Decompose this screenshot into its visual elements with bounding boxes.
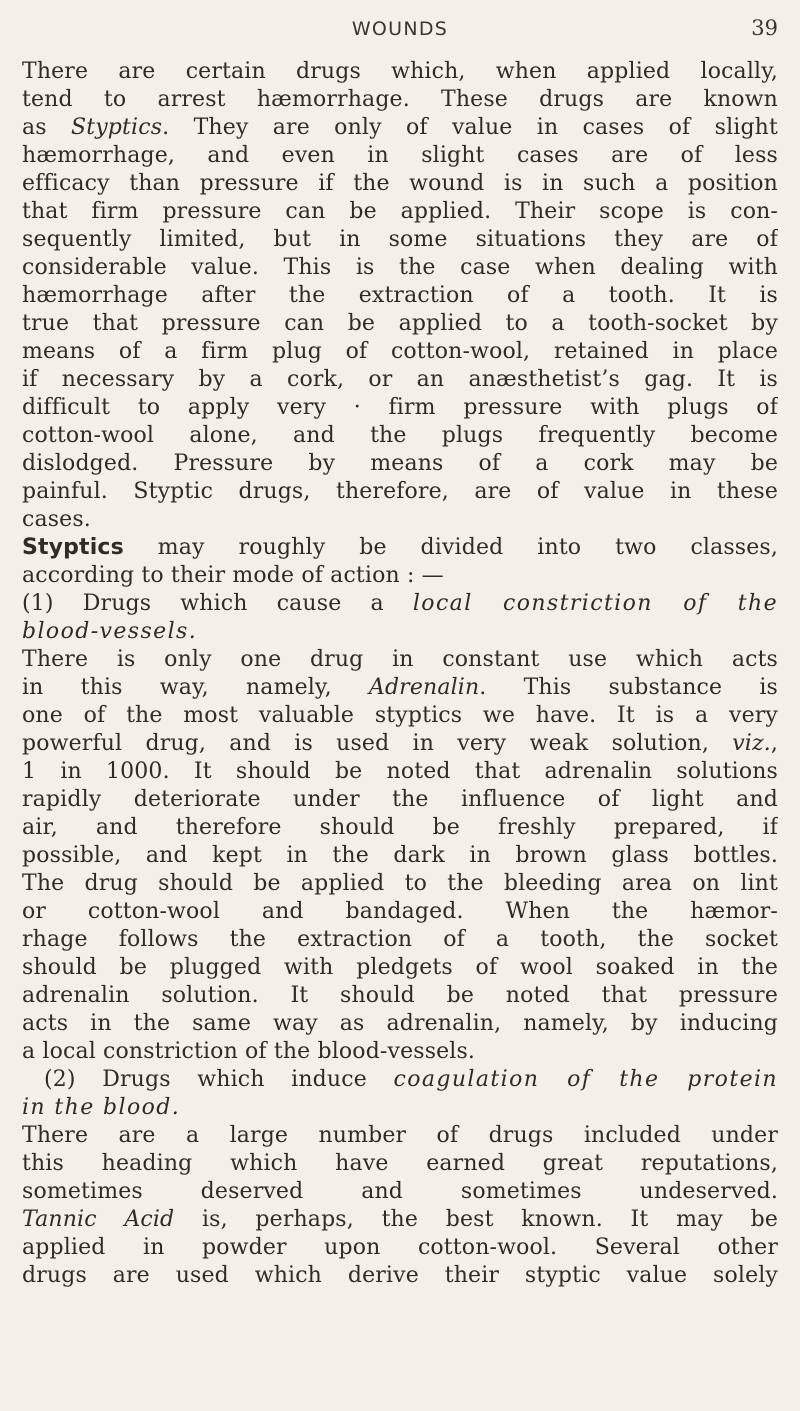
text-line: sometimes deserved and sometimes undeserved. [22, 1179, 778, 1204]
text-line: true that pressure can be applied to a tooth-socket by [22, 311, 778, 336]
text-line: in the blood. [22, 1095, 181, 1120]
text-segment: is, perhaps, the best known. It may be [174, 1207, 778, 1232]
text-line: that firm pressure can be applied. Their scope is con- [22, 199, 778, 224]
text-line: cases. [22, 507, 91, 532]
text-line: 1 in 1000. It should be noted that adrenalin solutions [22, 759, 778, 784]
text-line: if necessary by a cork, or an anæsthetist’s gag. It is [22, 367, 778, 392]
text-line: air, and therefore should be freshly prepared, if [22, 815, 778, 840]
text-line: efficacy than pressure if the wound is in such a position [22, 171, 778, 196]
text-segment: may roughly be divided into two classes, [123, 535, 778, 560]
text-segment: . This substance is [479, 675, 778, 700]
page-number: 39 [751, 16, 778, 40]
text-line [22, 1206, 778, 1234]
text-line [22, 114, 778, 142]
text-line: a local constriction of the blood-vessels. [22, 1039, 476, 1064]
text-line: hæmorrhage after the extraction of a tooth. It is [22, 283, 778, 308]
text-line: or cotton-wool and bandaged. When the hæmor- [22, 899, 778, 924]
text-line: according to their mode of action : — [22, 563, 444, 588]
text-segment: powerful drug, and is used in very weak solution, [22, 731, 733, 756]
term-styptics: Styptics [71, 115, 163, 140]
term-adrenalin: Adrenalin [368, 675, 480, 700]
text-line: cotton-wool alone, and the plugs frequently become [22, 423, 778, 448]
text-line: difficult to apply very · firm pressure with plugs of [22, 395, 778, 420]
body-text [22, 58, 778, 1290]
text-line: dislodged. Pressure by means of a cork may be [22, 451, 778, 476]
text-line: this heading which have earned great reputations, [22, 1151, 778, 1176]
text-line: possible, and kept in the dark in brown glass bottles. [22, 843, 778, 868]
text-line: hæmorrhage, and even in slight cases are of less [22, 143, 778, 168]
text-line: rapidly deteriorate under the influence of light and [22, 787, 778, 812]
text-segment: in this way, namely, [22, 675, 369, 700]
text-segment: (1) Drugs which cause a [22, 591, 413, 616]
text-segment: (2) Drugs which induce [44, 1067, 394, 1092]
text-line: considerable value. This is the case when dealing with [22, 255, 778, 280]
text-segment: , [770, 731, 778, 756]
text-line: sequently limited, but in some situations they are of [22, 227, 778, 252]
section-heading-styptics: Styptics [22, 535, 124, 560]
text-line: should be plugged with pledgets of wool soaked in the [22, 955, 778, 980]
text-line: There is only one drug in constant use which acts [22, 647, 778, 672]
text-line: There are a large number of drugs included under [22, 1123, 778, 1148]
text-line: blood-vessels. [22, 619, 198, 644]
running-head: WOUNDS [351, 18, 449, 40]
text-line [22, 534, 778, 562]
text-line: painful. Styptic drugs, therefore, are of value in these [22, 479, 778, 504]
text-line: tend to arrest hæmorrhage. These drugs are known [22, 87, 778, 112]
text-line: There are certain drugs which, when applied locally, [22, 59, 778, 84]
text-line: The drug should be applied to the bleeding area on lint [22, 871, 778, 896]
term-tannic-acid: Tannic Acid [22, 1207, 175, 1232]
text-line: rhage follows the extraction of a tooth, the socket [22, 927, 778, 952]
text-line: drugs are used which derive their styptic value solely [22, 1263, 778, 1288]
text-line [22, 1066, 778, 1094]
text-line [22, 674, 778, 702]
term-viz: viz. [732, 731, 771, 756]
text-segment: as [22, 115, 72, 140]
text-line: means of a firm plug of cotton-wool, retained in place [22, 339, 778, 364]
text-line: one of the most valuable styptics we have. It is a very [22, 703, 778, 728]
text-line [22, 590, 778, 618]
emphasis-coagulation: coagulation of the protein [393, 1067, 778, 1092]
text-line: adrenalin solution. It should be noted that pressure [22, 983, 778, 1008]
text-line: acts in the same way as adrenalin, namely, by inducing [22, 1011, 778, 1036]
emphasis-local-constriction: local constriction of the [412, 591, 778, 616]
text-line: applied in powder upon cotton-wool. Several other [22, 1235, 778, 1260]
text-line [22, 730, 778, 758]
text-segment: . They are only of value in cases of slight [162, 115, 778, 140]
page-header [22, 16, 778, 48]
